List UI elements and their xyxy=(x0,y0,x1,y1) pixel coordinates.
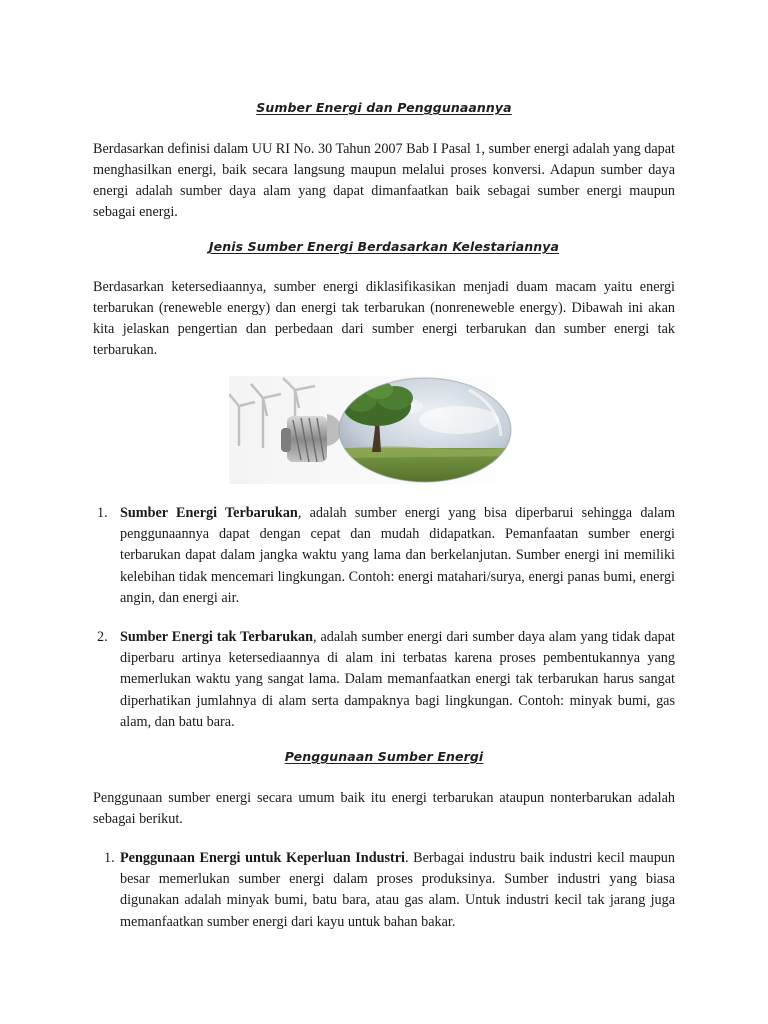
section-heading-penggunaan: Penggunaan Sumber Energi xyxy=(284,749,484,764)
list-item-term: Penggunaan Energi untuk Keperluan Industri xyxy=(120,850,405,866)
section-paragraph-jenis: Berdasarkan ketersediaannya, sumber energi diklasifikasikan menjadi duam macam yaitu energi terbarukan (reneweble energy) dan energi tak terbarukan (nonreneweble energy). Dibawah ini akan kita jelaskan pengertian dan perbedaan dari sumber energi terbarukan dan sumber energi tak terbarukan. xyxy=(93,279,675,358)
list-item-term: Sumber Energi Terbarukan xyxy=(120,505,298,521)
list-item-text: . Berbagai industru baik industri kecil maupun besar memerlukan sumber energi dalam proses produksinya. Sumber industri yang biasa digunakan adalah minyak bumi, batu bara, atau gas alam. Untuk industri kecil tak jarang juga memanfaatkan sumber energi dari kayu untuk bahan bakar. xyxy=(120,850,675,930)
lightbulb-tree-image xyxy=(229,376,539,484)
intro-paragraph: Berdasarkan definisi dalam UU RI No. 30 Tahun 2007 Bab I Pasal 1, sumber energi adalah yang dapat menghasilkan energi, baik secara langsung maupun melalui proses konversi. Adapun sumber daya energi adalah sumber daya alam yang dapat dimanfaatkan baik sebagai sumber energi maupun sebagai energi. xyxy=(93,141,675,220)
document-title: Sumber Energi dan Penggunaannya xyxy=(256,100,512,115)
list-item-text: , adalah sumber energi yang bisa diperbarui sehingga dalam penggunaannya dapat dengan cepat dan mudah didapatkan. Pemanfaatan sumber energi terbarukan dapat dalam jangka waktu yang lama dan berkelanjutan. Sumber energi ini memiliki kelebihan tidak mencemari lingkungan. Contoh: energi matahari/surya, energi panas bumi, energi angin, dan energi air. xyxy=(120,505,675,606)
list-number: 1. xyxy=(104,850,115,866)
section-heading-jenis: Jenis Sumber Energi Berdasarkan Kelestariannya xyxy=(208,239,560,254)
list-number: 2. xyxy=(97,629,108,645)
list-item-body xyxy=(120,848,675,933)
lightbulb-illustration xyxy=(229,376,539,484)
list-item-text: , adalah sumber energi dari sumber daya alam yang tidak dapat diperbaru artinya ketersediaannya di alam ini terbatas karena proses pembentukannya yang memerlukan waktu yang sangat lama. Dalam memanfaatkan energi tak terbarukan harus sangat diperhatikan jumlahnya di alam serta dampaknya bagi lingkungan. Contoh: minyak bumi, gas alam, dan batu bara. xyxy=(120,629,676,730)
list-item-body xyxy=(120,627,675,733)
section-paragraph-penggunaan: Penggunaan sumber energi secara umum baik itu energi terbarukan ataupun nonterbarukan adalah sebagai berikut. xyxy=(93,790,675,827)
list-item-term: Sumber Energi tak Terbarukan xyxy=(120,629,313,645)
list-number: 1. xyxy=(97,505,108,521)
list-item-body xyxy=(120,503,675,609)
